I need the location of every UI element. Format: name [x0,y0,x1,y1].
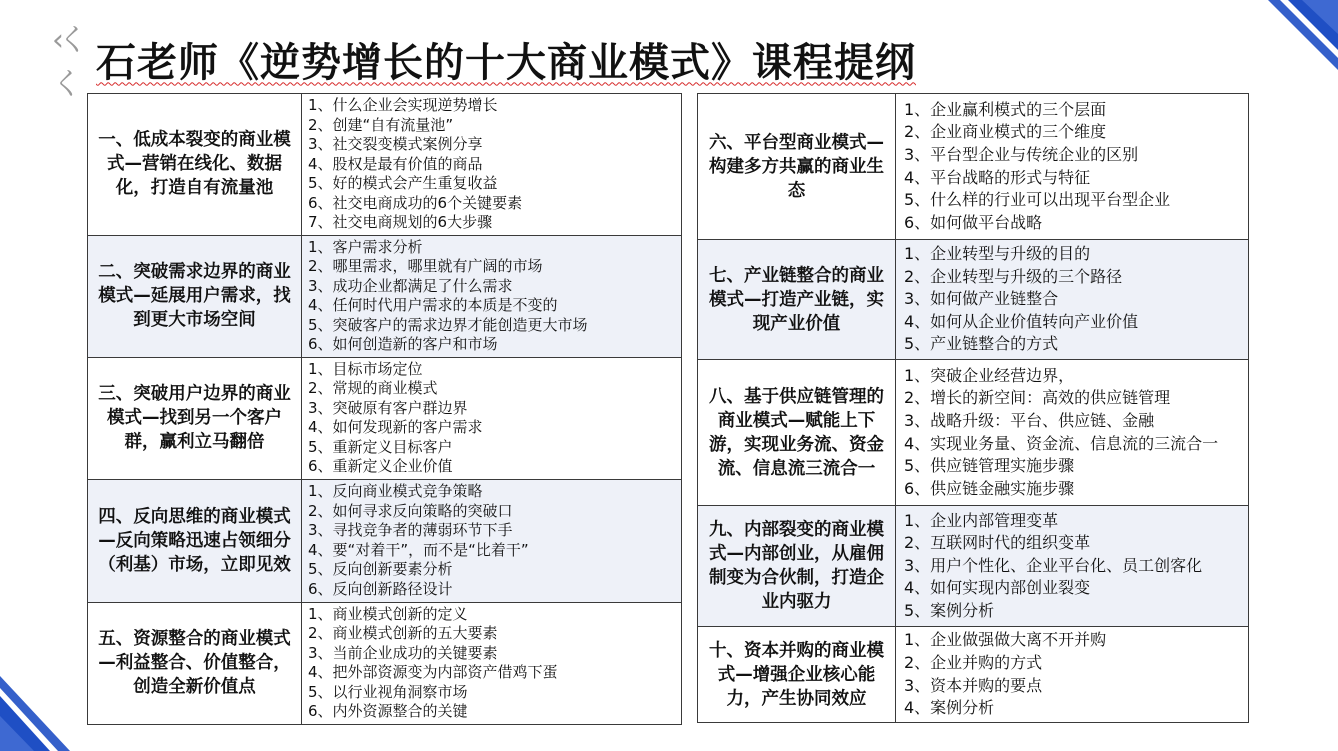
module-item: 2、商业模式创新的五大要素 [308,624,498,642]
module-item: 2、创建“自有流量池” [308,115,454,134]
module-row [88,235,682,357]
module-heading: 九、内部裂变的商业模式—内部创业，从雇佣制变为合伙制，打造企业内驱力 [698,506,896,627]
module-heading: 十、资本并购的商业模式—增强企业核心能力，产生协同效应 [698,627,896,723]
module-item: 2、企业转型与升级的三个路径 [904,266,1123,286]
module-item: 1、企业转型与升级的目的 [904,244,1091,264]
module-item: 1、商业模式创新的定义 [308,604,468,623]
module-item: 2、增长的新空间：高效的供应链管理 [904,388,1171,408]
module-item: 1、企业做强做大离不开并购 [904,630,1107,650]
module-item: 1、客户需求分析 [308,237,423,256]
module-item: 3、成功企业都满足了什么需求 [308,276,513,295]
module-items [896,506,1249,627]
module-item: 4、股权是最有价值的商品 [308,154,483,173]
module-item: 1、反向商业模式竞争策略 [308,482,483,500]
module-item: 5、以行业视角洞察市场 [308,682,468,701]
module-item: 6、反向创新路径设计 [308,579,453,598]
outline-table-left [87,93,682,725]
module-heading: 一、低成本裂变的商业模式—营销在线化、数据化，打造自有流量池 [88,94,302,236]
module-item: 1、企业赢利模式的三个层面 [904,99,1107,119]
module-item: 6、供应链金融实施步骤 [904,478,1075,498]
module-items [302,357,682,479]
module-heading: 四、反向思维的商业模式—反向策略迅速占领细分（利基）市场，立即见效 [88,479,302,602]
module-heading: 六、平台型商业模式—构建多方共赢的商业生态 [698,94,896,240]
module-item: 1、什么企业会实现逆势增长 [308,96,498,114]
module-item: 4、要“对着干”，而不是“比着干” [308,540,529,559]
module-item: 2、企业并购的方式 [904,652,1043,672]
module-item: 3、平台型企业与传统企业的区别 [904,144,1139,164]
module-item: 6、如何创造新的客户和市场 [308,335,498,353]
title-bar [52,23,916,102]
chevron-left-icon: ‹くく [52,23,82,102]
module-item: 6、社交电商成功的6个关键要素 [308,193,523,212]
module-item: 5、产业链整合的方式 [904,334,1059,354]
module-heading: 七、产业链整合的商业模式—打造产业链，实现产业价值 [698,240,896,360]
module-item: 4、案例分析 [904,698,995,718]
module-item: 5、什么样的行业可以出现平台型企业 [904,190,1171,210]
module-item: 4、如何发现新的客户需求 [308,418,483,436]
module-item: 4、把外部资源变为内部资产借鸡下蛋 [308,663,558,681]
module-item: 3、资本并购的要点 [904,675,1043,695]
module-row [88,602,682,724]
module-item: 2、互联网时代的组织变革 [904,533,1091,553]
module-items [896,94,1249,240]
module-item: 1、突破企业经营边界， [904,365,1075,385]
module-item: 5、好的模式会产生重复收益 [308,174,498,192]
module-item: 6、重新定义企业价值 [308,457,453,475]
module-item: 7、社交电商规划的6大步骤 [308,213,493,231]
module-row [698,94,1249,240]
module-item: 5、案例分析 [904,600,995,620]
module-item: 3、突破原有客户群边界 [308,398,468,417]
module-items [896,360,1249,506]
module-heading: 八、基于供应链管理的商业模式—赋能上下游，实现业务流、资金流、信息流三流合一 [698,360,896,506]
module-item: 6、如何做平台战略 [904,212,1043,232]
module-heading: 五、资源整合的商业模式—利益整合、价值整合，创造全新价值点 [88,602,302,724]
module-items [302,479,682,602]
module-item: 4、任何时代用户需求的本质是不变的 [308,296,558,314]
module-item: 5、突破客户的需求边界才能创造更大市场 [308,315,588,334]
module-items [896,627,1249,723]
page-title: 石老师《逆势增长的十大商业模式》课程提纲 [96,39,916,86]
module-row [698,360,1249,506]
module-item: 3、当前企业成功的关键要素 [308,643,498,662]
module-item: 4、如何实现内部创业裂变 [904,578,1091,598]
module-item: 6、内外资源整合的关键 [308,702,468,720]
module-item: 3、如何做产业链整合 [904,289,1059,309]
module-item: 2、企业商业模式的三个维度 [904,122,1107,142]
module-row [698,627,1249,723]
module-item: 3、用户个性化、企业平台化、员工创客化 [904,555,1203,575]
module-row [88,479,682,602]
module-row [88,357,682,479]
module-row [88,94,682,236]
module-item: 2、常规的商业模式 [308,379,438,397]
module-item: 4、实现业务量、资金流、信息流的三流合一 [904,433,1219,453]
module-row [698,506,1249,627]
module-item: 2、哪里需求，哪里就有广阔的市场 [308,257,543,275]
module-item: 3、寻找竞争者的薄弱环节下手 [308,521,513,539]
corner-decoration-top-right [1268,0,1338,70]
module-item: 2、如何寻求反向策略的突破口 [308,501,513,520]
module-item: 4、平台战略的形式与特征 [904,167,1091,187]
module-items [896,240,1249,360]
module-heading: 二、突破需求边界的商业模式—延展用户需求，找到更大市场空间 [88,235,302,357]
module-item: 3、战略升级：平台、供应链、金融 [904,410,1155,430]
module-items [302,602,682,724]
outline-table-right [697,93,1249,723]
module-row [698,240,1249,360]
module-items [302,94,682,236]
module-item: 1、企业内部管理变革 [904,510,1059,530]
module-item: 5、反向创新要素分析 [308,560,453,578]
module-item: 4、如何从企业价值转向产业价值 [904,311,1139,331]
corner-decoration-bottom-left [0,676,70,751]
module-items [302,235,682,357]
module-item: 1、目标市场定位 [308,359,423,378]
module-heading: 三、突破用户边界的商业模式—找到另一个客户群，赢利立马翻倍 [88,357,302,479]
module-item: 5、重新定义目标客户 [308,437,453,456]
module-item: 5、供应链管理实施步骤 [904,456,1075,476]
module-item: 3、社交裂变模式案例分享 [308,135,483,153]
